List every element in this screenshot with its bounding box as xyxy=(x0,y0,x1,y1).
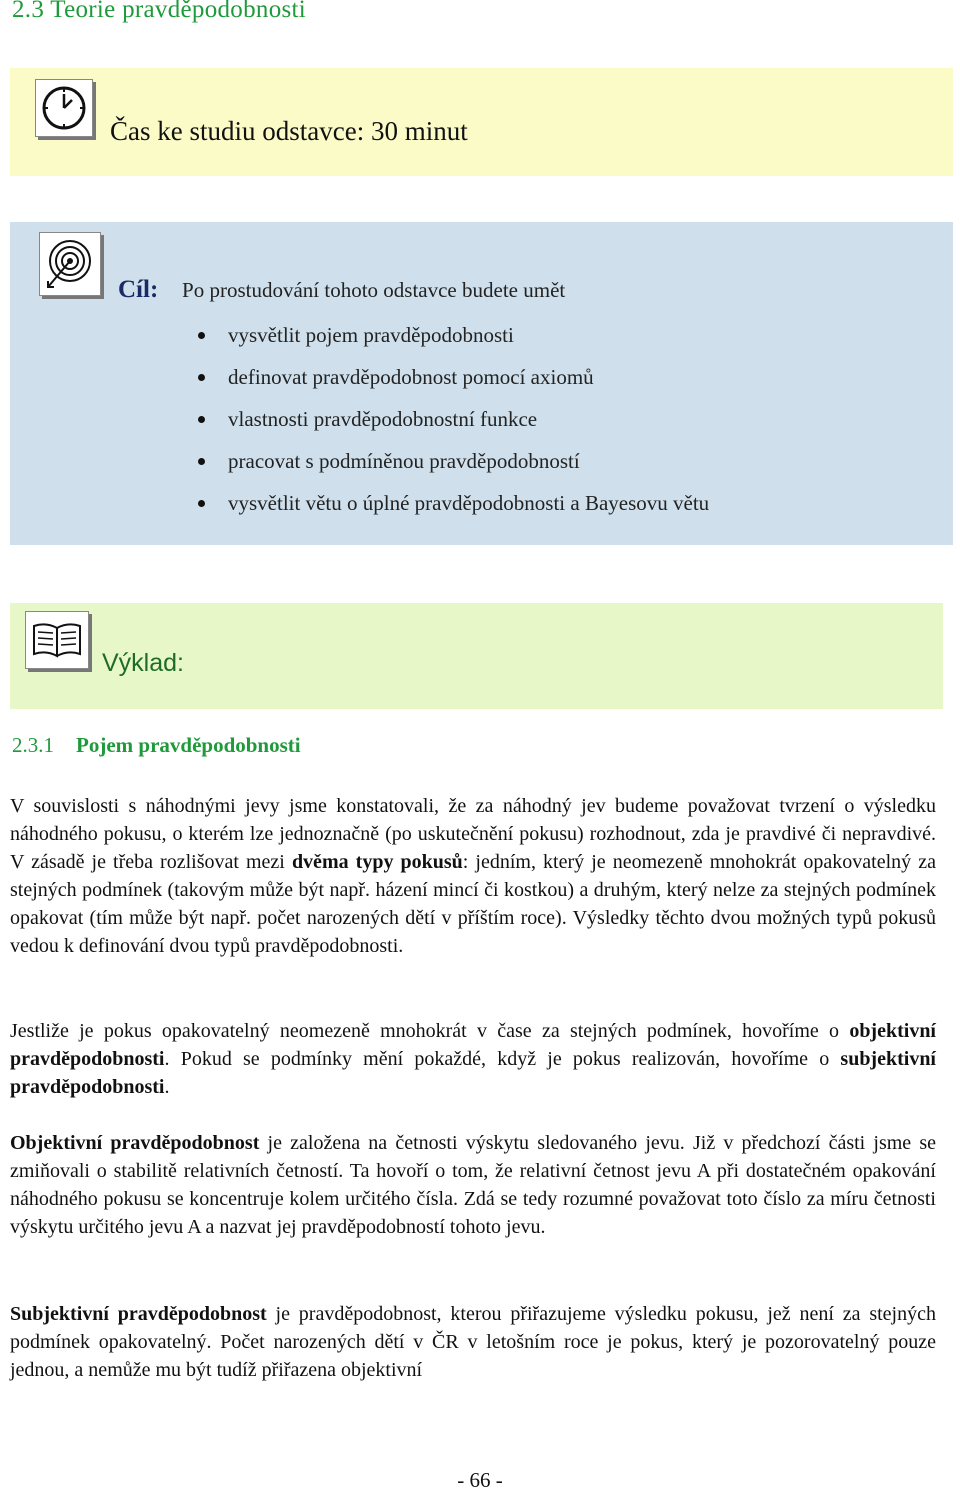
paragraph-text: . xyxy=(164,1076,170,1098)
goal-intro: Po prostudování tohoto odstavce budete umět xyxy=(182,278,566,302)
emphasis: subjektivní pravděpodobnosti xyxy=(10,1048,936,1098)
goal-item: definovat pravděpodobnost pomocí axiomů xyxy=(198,360,709,402)
goal-item: vlastnosti pravděpodobnostní funkce xyxy=(198,402,709,444)
goal-box xyxy=(10,222,953,545)
section-heading: 2.3 Teorie pravděpodobnosti xyxy=(12,0,307,23)
study-time-box xyxy=(10,68,953,176)
subsection-title: Pojem pravděpodobnosti xyxy=(76,733,301,757)
paragraph-text: Jestliže je pokus opakovatelný neomezeně mnohokrát v čase za stejných podmínek, hovoříme o xyxy=(10,1020,850,1042)
emphasis: dvěma typy pokusů xyxy=(291,851,463,873)
paragraph-text: je pravděpodobnost, kterou přiřazujeme výsledku pokusu, jež není za stejných podmínek opakovatelný. Počet narozených dětí v ČR v letošním roce je pokus, který je pozorovatelný pouze jednou, a nemůže mu být tudíž přiřazena objektivní xyxy=(10,1303,936,1381)
book-icon xyxy=(25,611,89,669)
explanation-label: Výklad: xyxy=(102,649,184,677)
explanation-box xyxy=(10,603,943,709)
subsection-number: 2.3.1 xyxy=(12,733,54,757)
study-time-label: Čas ke studiu odstavce: 30 minut xyxy=(110,116,468,146)
goal-item: vysvětlit pojem pravděpodobnosti xyxy=(198,318,709,360)
goal-list xyxy=(198,318,709,528)
paragraph-text: . Pokud se podmínky mění pokaždé, když je pokus realizován, hovoříme o xyxy=(164,1048,841,1070)
emphasis: Objektivní pravděpodobnost xyxy=(10,1132,260,1154)
emphasis: objektivní pravděpodobnosti xyxy=(10,1020,936,1070)
paragraph xyxy=(10,1300,936,1384)
paragraph-text: : jedním, který je neomezeně mnohokrát opakovatelný za stejných podmínek (takovým může být např. házení mincí či kostkou) a druhým, který nelze za stejných podmínek opakovat (tím může být např. počet narozených dětí v příštím roce). Výsledky těchto dvou možných typů pokusů vedou k definování dvou typů pravděpodobnosti. xyxy=(10,851,936,957)
goal-header xyxy=(118,276,565,304)
emphasis: Subjektivní pravděpodobnost xyxy=(10,1303,267,1325)
paragraph xyxy=(10,792,936,960)
goal-title: Cíl: xyxy=(118,276,159,303)
subsection-heading xyxy=(12,733,301,758)
target-icon xyxy=(39,232,101,296)
paragraph xyxy=(10,1017,936,1101)
page-number: - 66 - xyxy=(457,1468,503,1492)
goal-item: vysvětlit větu o úplné pravděpodobnosti a Bayesovu větu xyxy=(198,486,709,528)
paragraph-text: V souvislosti s náhodnými jevy jsme konstatovali, že za náhodný jev budeme považovat tvrzení o výsledku náhodného pokusu, o kterém lze jednoznačně (po uskutečnění pokusu) rozhodnout, zda je pravdivé či nepravdivé. V zásadě je třeba rozlišovat mezi xyxy=(10,795,936,873)
paragraph-text: je založena na četnosti výskytu sledovaného jevu. Již v předchozí části jsme se zmiňovali o stabilitě relativních četností. Ta hovoří o tom, že relativní četnost jevu A při dostatečném opakování náhodného pokusu se koncentruje kolem určitého čísla. Zdá se tedy rozumné považovat toto číslo za míru četnosti výskytu určitého jevu A a nazvat jej pravděpodobností tohoto jevu. xyxy=(10,1132,937,1238)
clock-icon xyxy=(35,79,93,137)
paragraph xyxy=(10,1129,936,1241)
goal-item: pracovat s podmíněnou pravděpodobností xyxy=(198,444,709,486)
